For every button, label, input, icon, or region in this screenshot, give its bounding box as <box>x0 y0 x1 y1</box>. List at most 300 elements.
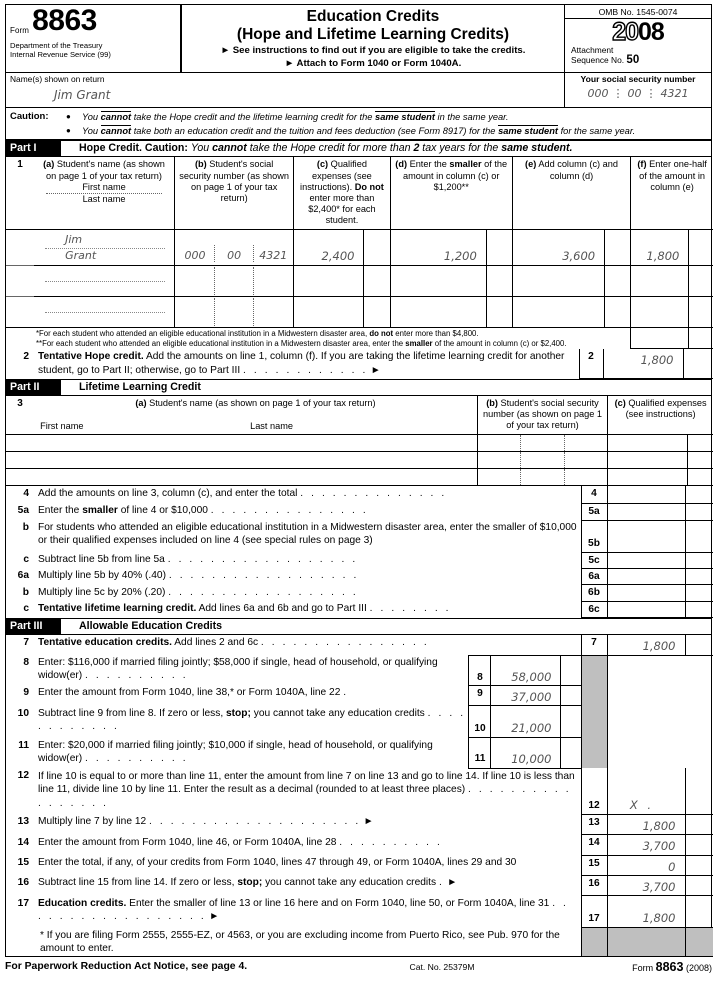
line-13-amount[interactable] <box>607 814 685 834</box>
student-ssn-cell[interactable] <box>174 296 293 327</box>
taxpayer-row <box>6 73 711 108</box>
line-8-text <box>34 655 469 685</box>
p2-ssn-2[interactable] <box>520 469 564 486</box>
part-1-tag: Part I <box>6 141 61 156</box>
name-field[interactable] <box>6 73 565 107</box>
line-15-box-label: 15 <box>581 855 607 875</box>
triangle-icon: ► <box>447 877 458 889</box>
p2-ssn-3[interactable] <box>565 435 608 452</box>
line-6c-bold: Tentative lifetime learning credit. <box>38 603 197 615</box>
col-a-first-label: First name <box>82 181 126 192</box>
line-6c-text <box>34 601 581 617</box>
line-10-cents[interactable] <box>561 706 581 738</box>
line-5b-number: b <box>22 522 29 534</box>
line-6a-body: Multiply line 5b by 40% (.40) <box>38 570 166 582</box>
line-14-value: 3,700 <box>642 839 676 854</box>
p2-col-c-cents[interactable] <box>688 452 713 469</box>
form-word-label: Form <box>10 26 30 35</box>
list-item[interactable] <box>6 435 713 452</box>
line-13-body: Multiply line 7 by line 12 <box>38 816 147 828</box>
line-5b-amount[interactable] <box>607 520 685 552</box>
col-d-cents[interactable] <box>486 296 512 327</box>
form-line <box>6 520 713 552</box>
header-omb-block <box>565 5 711 72</box>
line-11-number: 11 <box>18 739 29 751</box>
line-4-amount[interactable] <box>607 486 685 503</box>
line-12-amount[interactable] <box>607 768 685 814</box>
leader-dots: . . . . . . . . . . <box>85 670 189 682</box>
name-value: Jim Grant <box>54 88 111 102</box>
col-c-cents[interactable] <box>364 229 390 265</box>
bullet-icon-2: ● <box>66 126 71 136</box>
part-1-heading <box>61 142 572 155</box>
line-7-number: 7 <box>23 637 29 649</box>
ssn-group-2 <box>214 298 253 326</box>
line-10-pre: Subtract line 9 from line 8. If zero or less, <box>38 707 226 719</box>
form-line <box>6 585 713 601</box>
line-9-body: Enter the amount from Form 1040, line 38,* or Form 1040A, line 22 <box>38 687 341 699</box>
ssn-group-1: 000 <box>184 248 206 262</box>
form-header <box>6 5 711 73</box>
ssn-group-3: 4321 <box>253 245 292 262</box>
line-10-post: you cannot take any education credits <box>250 707 425 719</box>
p2-col-c-cents[interactable] <box>688 469 713 486</box>
line-15-value: 0 <box>668 859 676 874</box>
line-17-cents[interactable] <box>685 896 713 928</box>
line-6c-number: c <box>23 603 29 615</box>
line-6a-box-label: 6a <box>581 568 607 584</box>
line-7-cents[interactable] <box>685 635 713 655</box>
form-number: 8863 <box>32 4 97 37</box>
student-ssn-cell[interactable] <box>174 229 293 265</box>
form-line <box>6 706 713 738</box>
line-13-number: 13 <box>17 816 29 828</box>
p2-name-cell[interactable] <box>34 452 477 469</box>
line-6a-number: 6a <box>17 570 29 582</box>
line-8-body: Enter: $116,000 if married filing jointly; $58,000 if single, head of household, or qualifying widow(er) <box>38 657 438 682</box>
line-8-cents[interactable] <box>561 655 581 685</box>
line-17-text <box>34 896 581 928</box>
line-14-number: 14 <box>17 836 29 848</box>
line-7-bold: Tentative education credits. <box>38 637 172 649</box>
line-17-value: 1,800 <box>642 911 676 926</box>
line-8-right-cents <box>685 655 713 685</box>
ssn-group-1 <box>176 298 214 326</box>
p2-ssn-3[interactable] <box>565 469 608 486</box>
ssn-group-2: 00 <box>214 245 253 262</box>
leader-dots: . <box>438 877 445 889</box>
col-a-last-label: Last name <box>250 420 293 431</box>
student-name-cell[interactable] <box>34 265 174 296</box>
line-6c-post: Add lines 6a and 6b and go to Part III <box>196 603 367 615</box>
part-1-col-a-header: (a) Student's name (as shown on page 1 of your tax return) First name Last name <box>34 157 174 229</box>
line-8-number: 8 <box>23 657 29 669</box>
table-row[interactable] <box>6 296 713 327</box>
part-1-heading-bold: Hope Credit. Caution: <box>79 142 188 155</box>
line-14-amount[interactable] <box>607 835 685 855</box>
line-10-right-blank <box>607 706 685 738</box>
ssn-label: Your social security number <box>580 74 696 84</box>
part-2-header-row <box>6 396 713 435</box>
line-10-amount[interactable] <box>491 706 561 738</box>
line-13-text <box>34 814 581 834</box>
form-line <box>6 835 713 855</box>
line-5a-amount[interactable] <box>607 503 685 520</box>
p2-name-cell[interactable] <box>34 469 477 486</box>
attachment-label: Attachment <box>571 45 614 55</box>
caution-label: Caution: <box>10 111 49 122</box>
paperwork-notice: For Paperwork Reduction Act Notice, see page 4. <box>5 961 248 973</box>
ssn-part-2: 00 <box>627 87 642 100</box>
form-line <box>6 768 713 814</box>
col-c-value-cell[interactable] <box>294 296 364 327</box>
line-4-number: 4 <box>23 488 29 500</box>
p2-col-c-value[interactable] <box>608 452 688 469</box>
part-2-col-a-header: (a) Student's name (as shown on page 1 of your tax return) First name Last name <box>34 396 477 435</box>
part-2-bar <box>6 379 711 396</box>
col-e-cents[interactable] <box>605 265 631 296</box>
tax-year <box>565 19 711 45</box>
line-9-box-label: 9 <box>469 685 491 705</box>
instruction-text-2: Attach to Form 1040 or Form 1040A. <box>296 58 462 69</box>
part-2-line-number: 3 <box>6 396 34 435</box>
line-6b-box-label: 6b <box>581 585 607 601</box>
line-4-body: Add the amounts on line 3, column (c), and enter the total <box>38 488 298 500</box>
line-12-text <box>34 768 581 814</box>
col-f-cents[interactable] <box>689 265 713 296</box>
p2-ssn-3[interactable] <box>565 452 608 469</box>
line-6b-amount[interactable] <box>607 585 685 601</box>
line-15-number: 15 <box>17 857 29 868</box>
form-line <box>6 875 713 895</box>
p2-ssn-1[interactable] <box>477 469 520 486</box>
p2-ssn-1[interactable] <box>477 435 520 452</box>
leader-dots: . . . . . . . . . . . . <box>243 364 368 376</box>
line-5c-cents[interactable] <box>685 552 713 568</box>
line-10-right-cents <box>685 706 713 738</box>
p2-ssn-2[interactable] <box>520 435 564 452</box>
line-16-number: 16 <box>17 877 29 889</box>
line-11-amount[interactable] <box>491 738 561 768</box>
line-7-value: 1,800 <box>642 639 676 654</box>
line-8-amount[interactable] <box>491 655 561 685</box>
form-line <box>6 601 713 617</box>
line-5c-number: c <box>23 554 29 566</box>
ssn-group-1 <box>176 267 214 295</box>
student-name-cell[interactable] <box>34 296 174 327</box>
leader-dots: . . . . . . . . . . . . . . . . . . <box>167 554 358 566</box>
line-6b-text <box>34 585 581 601</box>
form-line <box>6 552 713 568</box>
part-1-header-row <box>6 157 713 229</box>
dept-line-2: Internal Revenue Service (99) <box>10 50 111 60</box>
student-ssn-cell[interactable] <box>174 265 293 296</box>
line-7-post: Add lines 2 and 6c <box>171 637 259 649</box>
line-6c-box-label: 6c <box>581 601 607 617</box>
line-11-text <box>34 738 469 768</box>
p2-col-c-value[interactable] <box>608 469 688 486</box>
part-3-footnote-row <box>6 928 713 956</box>
footnote-1: *For each student who attended an eligible educational institution in a Midwestern disaster area, do not enter more than $4,800. <box>36 328 479 338</box>
shaded-block <box>581 685 607 705</box>
page-title: Education Credits <box>306 8 440 25</box>
line-6b-body: Multiply line 5c by 20% (.20) <box>38 586 166 598</box>
col-f-value-cell[interactable] <box>631 265 689 296</box>
caution-bullet-2: You cannot take both an education credit and the tuition and fees deduction (see Form 8917) for the same student for the same year. <box>82 126 636 137</box>
list-item[interactable] <box>6 469 713 486</box>
line-16-text <box>34 875 581 895</box>
tax-year-prefix: 20 <box>612 18 638 46</box>
line-14-text <box>34 835 581 855</box>
part-1-col-c-header: (c) Qualified expenses (see instructions). Do not enter more than $2,400* for each student. <box>294 157 390 229</box>
p2-col-c-cents[interactable] <box>688 435 713 452</box>
col-d-value-cell[interactable] <box>390 296 486 327</box>
line-12-body: If line 10 is equal to or more than line 11, enter the amount from line 7 on line 13 and go to line 14. If line 10 is less than line 11, divide line 10 by line 11. Enter the result as a decimal (rounded to at least three places) <box>38 770 575 796</box>
part-1-col-f-header: (f) Enter one-half of the amount in column (e) <box>631 157 713 229</box>
col-e-cents[interactable] <box>605 296 631 327</box>
form-line <box>6 814 713 834</box>
line-8-right-blank <box>607 655 685 685</box>
leader-dots: . <box>343 687 349 699</box>
line-17-box-label: 17 <box>581 896 607 928</box>
part-3-lines <box>6 635 713 956</box>
shaded-block <box>685 928 713 956</box>
ssn-group-3 <box>253 298 292 326</box>
col-f-cents[interactable] <box>689 296 713 327</box>
line-8-box-label: 8 <box>469 655 491 685</box>
line-14-body: Enter the amount from Form 1040, line 46, or Form 1040A, line 28 <box>38 836 337 848</box>
caution-block <box>6 108 711 140</box>
part-1-line-number: 1 <box>6 157 34 229</box>
part-3-bar <box>6 618 711 635</box>
line-7-amount[interactable] <box>607 635 685 655</box>
line-5c-text <box>34 552 581 568</box>
line-16-pre: Subtract line 15 from line 14. If zero or less, <box>38 877 238 889</box>
footer-form-year: (2008) <box>685 962 712 973</box>
line-2-bold: Tentative Hope credit. <box>38 351 144 363</box>
line-9-number: 9 <box>23 687 29 699</box>
line-4-box-label: 4 <box>581 486 607 503</box>
line-12-box-label: 12 <box>581 768 607 814</box>
instruction-line-2 <box>184 58 562 70</box>
line-2-value: 1,800 <box>640 353 674 368</box>
form-line <box>6 635 713 655</box>
col-d-cents[interactable] <box>486 229 512 265</box>
instruction-text-1: See instructions to find out if you are eligible to take the credits. <box>232 45 526 56</box>
p2-ssn-1[interactable] <box>477 452 520 469</box>
ssn-divider-1: ⋮ <box>612 88 624 100</box>
line-16-amount[interactable] <box>607 875 685 895</box>
col-c-value: 2,400 <box>321 248 355 263</box>
triangle-icon: ► <box>220 45 231 56</box>
line-5a-post: of line 4 or $10,000 <box>117 505 208 517</box>
leader-dots: . . . . . . . . . . . . . . . . <box>260 637 430 649</box>
list-item[interactable] <box>6 452 713 469</box>
student-name-cell[interactable] <box>34 229 174 265</box>
part-3-tag: Part III <box>6 619 61 634</box>
col-f-cents[interactable] <box>689 229 713 265</box>
part-2-heading: Lifetime Learning Credit <box>79 380 201 393</box>
name-label: Name(s) shown on return <box>10 74 105 84</box>
line-2-spacer-cents <box>689 327 713 349</box>
col-a-first-label: First name <box>40 420 84 431</box>
form-line <box>6 486 713 503</box>
shaded-block <box>581 928 607 956</box>
line-2-cents[interactable] <box>683 349 713 378</box>
leader-dots: . . . . . . . . . . . . . . . . . . <box>38 897 569 923</box>
line-5a-pre: Enter the <box>38 505 83 517</box>
part-1-col-e-header: (e) Add column (c) and column (d) <box>512 157 630 229</box>
p2-ssn-2[interactable] <box>520 452 564 469</box>
col-c-cents[interactable] <box>364 296 390 327</box>
line-9-right-cents <box>685 685 713 705</box>
form-line <box>6 503 713 520</box>
line-5a-box-label: 5a <box>581 503 607 520</box>
line-5c-amount[interactable] <box>607 552 685 568</box>
part-2-table <box>6 396 713 486</box>
line-10-text <box>34 706 469 738</box>
line-14-cents[interactable] <box>685 835 713 855</box>
col-e-value-cell[interactable] <box>512 265 604 296</box>
line-5b-box-label: 5b <box>581 520 607 552</box>
caution-bullet-1: You cannot take the Hope credit and the lifetime learning credit for the same student in the same year. <box>82 112 509 122</box>
leader-dots: . . . . . . . . . . . . . . <box>300 488 447 500</box>
p2-col-c-value[interactable] <box>608 435 688 452</box>
line-6b-cents[interactable] <box>685 585 713 601</box>
line-11-right-cents <box>685 738 713 768</box>
table-row[interactable] <box>6 265 713 296</box>
line-12-cents[interactable] <box>685 768 713 814</box>
line-10-number: 10 <box>17 707 29 719</box>
form-line <box>6 568 713 584</box>
student-last-name: Grant <box>65 248 97 262</box>
line-10-bold: stop; <box>225 707 251 719</box>
name-dotted-rule <box>45 311 165 313</box>
line-2-box-label: 2 <box>579 349 603 378</box>
line-11-cents[interactable] <box>561 738 581 768</box>
p2-name-cell[interactable] <box>34 435 477 452</box>
line-15-cents[interactable] <box>685 855 713 875</box>
sequence-number: 50 <box>626 54 640 66</box>
leader-dots: . . . . . . . . . . . . <box>38 707 466 733</box>
form-line <box>6 655 713 685</box>
sequence-label: Sequence No. <box>571 55 625 65</box>
name-dotted-rule <box>45 280 165 282</box>
col-f-value-cell[interactable] <box>631 296 689 327</box>
line-6a-cents[interactable] <box>685 568 713 584</box>
line-7-text <box>34 635 581 655</box>
line-16-cents[interactable] <box>685 875 713 895</box>
line-5b-cents[interactable] <box>685 520 713 552</box>
caution-bullets <box>66 111 635 137</box>
line-13-box-label: 13 <box>581 814 607 834</box>
line-15-text: Enter the total, if any, of your credits from Form 1040, lines 47 through 49, or Form 1040A, lines 29 and 30 <box>38 857 517 868</box>
line-5a-number: 5a <box>17 505 29 517</box>
line-6c-amount[interactable] <box>607 601 685 617</box>
line-4-cents[interactable] <box>685 486 713 503</box>
leader-dots: . . . . . . . . . . . . . . . . . . . . <box>149 816 361 828</box>
shaded-block <box>581 738 607 768</box>
line-2-body: Add the amounts on line 1, column (f). If you are taking the lifetime learning credit for another student, go to Part II; otherwise, go to Part III <box>38 351 565 376</box>
line-9-cents[interactable] <box>561 685 581 705</box>
line-16-value: 3,700 <box>642 879 676 894</box>
line-6b-number: b <box>22 586 29 598</box>
col-e-cents[interactable] <box>605 229 631 265</box>
line-16-bold: stop; <box>237 877 263 889</box>
line-2-amount[interactable] <box>603 349 683 378</box>
header-form-id <box>6 5 182 72</box>
col-d-cents[interactable] <box>486 265 512 296</box>
part-1-col-b-header: (b) Student's social security number (as shown on page 1 of your tax return) <box>174 157 293 229</box>
line-5a-text <box>34 503 581 520</box>
line-10-box-label: 10 <box>469 706 491 738</box>
line-11-right-blank <box>607 738 685 768</box>
line-13-cents[interactable] <box>685 814 713 834</box>
line-17-bold: Education credits. <box>38 897 127 909</box>
part-2-col-c-header: (c) Qualified expenses (see instructions) <box>608 396 713 435</box>
line-5b-text: For students who attended an eligible educational institution in a Midwestern disaster area, enter the smaller of $10,000 or their qualified expenses included on line 4 (see special rules on page 3) <box>38 522 577 547</box>
triangle-icon-2: ► <box>284 58 295 69</box>
line-16-box-label: 16 <box>581 875 607 895</box>
bullet-icon-1: ● <box>66 112 71 121</box>
footer-form-word: Form <box>632 962 654 973</box>
col-c-cents[interactable] <box>364 265 390 296</box>
col-d-value-cell[interactable] <box>390 265 486 296</box>
ssn-field[interactable] <box>565 73 711 107</box>
shaded-block <box>581 655 607 685</box>
col-e-value-cell[interactable] <box>512 296 604 327</box>
footer-form-id <box>542 960 712 974</box>
ssn-group-3 <box>253 267 292 295</box>
form-line <box>6 738 713 768</box>
omb-number: OMB No. 1545-0074 <box>565 5 711 19</box>
form-line <box>6 896 713 928</box>
ssn-part-1: 000 <box>587 87 609 100</box>
line-2-row <box>6 349 713 378</box>
line-12-value: X . <box>629 798 655 813</box>
line-14-box-label: 14 <box>581 835 607 855</box>
line-11-value: 10,000 <box>511 752 552 767</box>
leader-dots: . . . . . . . . <box>369 603 452 615</box>
leader-dots: . . . . . . . . . . <box>85 753 189 765</box>
line-17-amount[interactable] <box>607 896 685 928</box>
dept-line-1: Department of the Treasury <box>10 41 103 50</box>
line-2-spacer-amount <box>631 327 689 349</box>
sequence-row <box>565 55 711 65</box>
leader-dots: . . . . . . . . . . . . . . . <box>210 505 369 517</box>
triangle-icon: ► <box>209 911 220 923</box>
line-9-right-blank <box>607 685 685 705</box>
line-6c-cents[interactable] <box>685 601 713 617</box>
footer-form-number: 8863 <box>655 959 684 974</box>
form-line <box>6 685 713 705</box>
line-2-number: 2 <box>23 351 29 363</box>
line-13-value: 1,800 <box>642 818 676 833</box>
shaded-block <box>581 706 607 738</box>
line-15-amount[interactable] <box>607 855 685 875</box>
leader-dots: . . . . . . . . . . . . . . . . . . <box>168 586 359 598</box>
line-6a-amount[interactable] <box>607 568 685 584</box>
col-c-value-cell[interactable] <box>294 265 364 296</box>
line-5a-cents[interactable] <box>685 503 713 520</box>
line-17-number: 17 <box>17 897 29 909</box>
line-11-box-label: 11 <box>469 738 491 768</box>
line-9-text <box>34 685 469 705</box>
table-row[interactable] <box>6 229 713 265</box>
line-9-amount[interactable] <box>491 685 561 705</box>
footnote-2: **For each student who attended an eligible educational institution in a Midwestern disaster area, enter the smaller of the amount in column (c) or $2,400. <box>36 339 567 349</box>
triangle-icon: ► <box>363 816 374 828</box>
